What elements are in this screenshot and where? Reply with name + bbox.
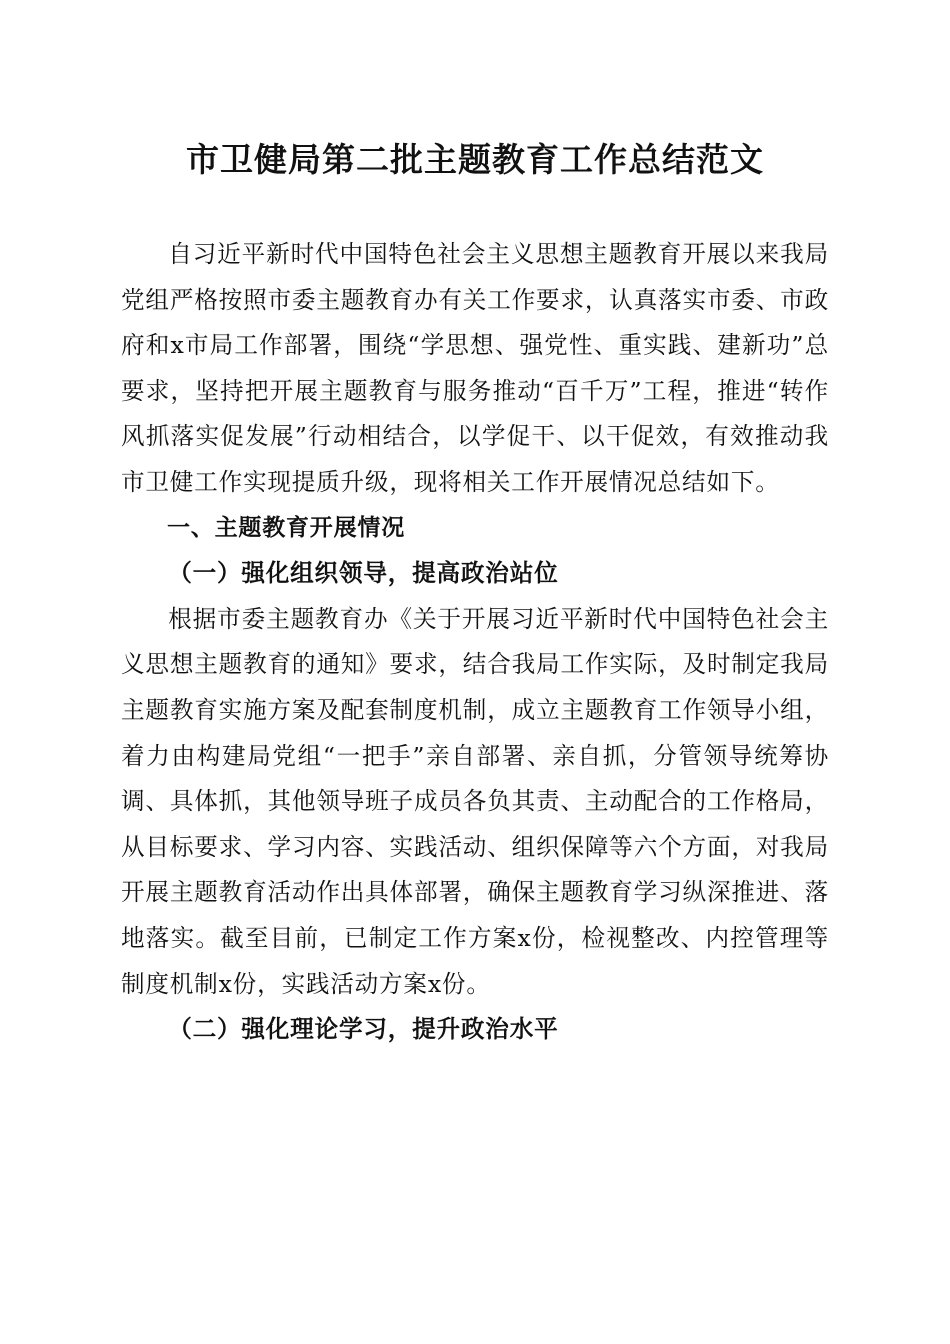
subsection-heading-2: （二）强化理论学习，提升政治水平 xyxy=(168,1015,559,1044)
subsection-heading-1: （一）强化组织领导，提高政治站位 xyxy=(168,559,559,588)
document-body xyxy=(121,232,829,1053)
section-heading-1: 一、主题教育开展情况 xyxy=(167,514,405,541)
body-paragraph: 根据市委主题教育办《关于开展习近平新时代中国特色社会主义思想主题教育的通知》要求，结合我局工作实际，及时制定我局主题教育实施方案及配套制度机制，成立主题教育工作领导小组，着力由构建局党组“一把手”亲自部署、亲自抓，分管领导统筹协调、具体抓，其他领导班子成员各负其责、主动配合的工作格局，从目标要求、学习内容、实践活动、组织保障等六个方面，对我局开展主题教育活动作出具体部署，确保主题教育学习纵深推进、落地落实。截至目前，已制定工作方案x份，检视整改、内控管理等制度机制x份，实践活动方案x份。 xyxy=(121,604,829,998)
document-title: 市卫健局第二批主题教育工作总结范文 xyxy=(186,140,764,179)
intro-paragraph: 自习近平新时代中国特色社会主义思想主题教育开展以来我局党组严格按照市委主题教育办有关工作要求，认真落实市委、市政府和x市局工作部署，围绕“学思想、强党性、重实践、建新功”总要求，坚持把开展主题教育与服务推动“百千万”工程，推进“转作风抓落实促发展”行动相结合，以学促干、以干促效，有效推动我市卫健工作实现提质升级，现将相关工作开展情况总结如下。 xyxy=(121,240,829,496)
